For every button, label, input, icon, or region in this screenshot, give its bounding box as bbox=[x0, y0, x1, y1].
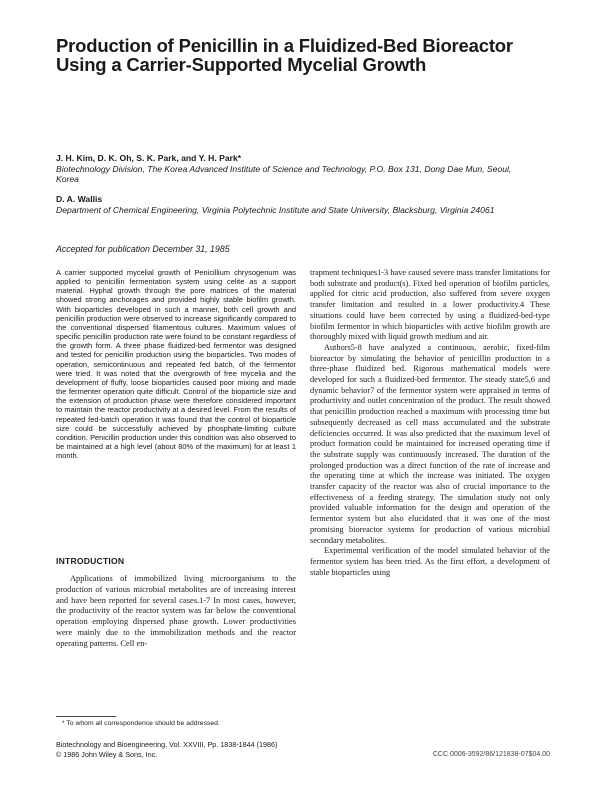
author-affiliation: Biotechnology Division, The Korea Advanced Institute of Science and Technology, P.O. Box 131, Dong Dae Mun, Seoul, Korea bbox=[56, 163, 512, 185]
abstract: A carrier supported mycelial growth of Penicillium chrysogenum was applied to penicillin fermentation system using celite as a support material. Hyphal growth through the pore matrices of the material showed strong anchorages and provided highly stable biofilm growth. With bioparticles developed in such a manner, both cell growth and penicillin production were observed to increase significantly compared to the conventional dispersed filamentous cultures. Maximum values of specific penicillin production rate were found to be constant regardless of the growth form. A three phase fluidized-bed fermentor was designed and tested for penicillin production using the bioparticles. Two modes of operation, semicontinuous and repeated fed batch, of the fermentor were tried. It was noted that the overgrowth of free mycelia and the development of fluffy, loose bioparticles caused poor mixing and made the fermenter operation quite difficult. Control of the bioparticle size and the extension of production phase were therefore considered important to maintain the reactor productivity at a desired level. From the results of repeated fed-batch operation it was found that the control of bioparticle size could be successfully achieved by phosphate-limiting culture condition. Penicillin production under this condition was also observed to be maintained at a high level (about 80% of the maximum) for at least 1 month. bbox=[56, 268, 296, 461]
body-paragraph: trapment techniques1-3 have caused severe mass transfer limitations for both substrate and product(s). Fixed bed operation of biofilm particles, applied for citric acid production, also suffered from severe oxygen transfer limitation and resulted in a lower productivity.4 These situations could have been corrected by using a fluidized-bed-type biofilm fermentor in which bioparticles with active biofilm growth are thoroughly mixed with liquid growth medium and air. bbox=[310, 268, 550, 342]
author-names: D. A. Wallis bbox=[56, 194, 103, 204]
body-paragraph: Experimental verification of the model simulated behavior of the fermentor system has been tried. As the first effort, a development of stable bioparticles using bbox=[310, 546, 550, 577]
accepted-date: Accepted for publication December 31, 1985 bbox=[56, 244, 230, 254]
body-paragraph: Authors5-8 have analyzed a continuous, aerobic, fixed-film bioreactor by simulating the behavior of penicillin production in a three-phase fluidized bed. Rigorous mathematical models were developed for such a fluidized-bed fermentor. The steady state5,6 and dynamic behavior7 of the fermentor system were appraised in terms of productivity and outlet concentration of the product. The result showed that penicillin production reached a maximum with processing time but subsequently decreased as cell mass accumulated and the substrate deficiencies occurred. It was also predicted that the maximum level of product formation could be maintained for increased operating time if the substrate supply was continuously increased. The duration of the prolonged production was a direct function of the rate of increase and the operating time at which the increase was initiated. The oxygen transfer capacity of the reactor was also of crucial importance to the effectiveness of a feeding strategy. The simulation study not only provided valuable information for the design and operation of the fermentor system but also elucidated that it was one of the most promising bioreactor systems for production of various microbial secondary metabolites. bbox=[310, 342, 550, 545]
author-affiliation: Department of Chemical Engineering, Virginia Polytechnic Institute and State University, Blacksburg, Virginia 24061 bbox=[56, 204, 495, 215]
author-block-2 bbox=[56, 194, 536, 215]
footnote: * To whom all correspondence should be addressed. bbox=[62, 720, 220, 727]
paper-title: Production of Penicillin in a Fluidized-Bed Bioreactor Using a Carrier-Supported Mycelial Growth bbox=[56, 35, 513, 75]
journal-info: Biotechnology and Bioengineering, Vol. XXVIII, Pp. 1838-1844 (1986) bbox=[56, 740, 278, 749]
author-block-1 bbox=[56, 153, 536, 185]
journal-citation bbox=[56, 740, 316, 759]
author-names: J. H. Kim, D. K. Oh, S. K. Park, and Y. H. Park* bbox=[56, 153, 242, 163]
ccc-code: CCC 0006-3592/86/121838-07$04.00 bbox=[432, 751, 550, 758]
footnote-divider bbox=[56, 716, 116, 717]
section-heading-introduction: INTRODUCTION bbox=[56, 556, 125, 566]
copyright-line: © 1986 John Wiley & Sons, Inc. bbox=[56, 749, 158, 759]
intro-paragraph-1: Applications of immobilized living microorganisms to the production of various microbial metabolites are of increasing interest and have been reported for several cases.1-7 In most cases, however, the productivity of the reactor system was far below the conventional operation employing dispersed phase growth. Lower productivities were mainly due to the immobilization methods and the reactor operating patterns. Cell en- bbox=[56, 574, 296, 648]
right-column bbox=[310, 268, 550, 578]
